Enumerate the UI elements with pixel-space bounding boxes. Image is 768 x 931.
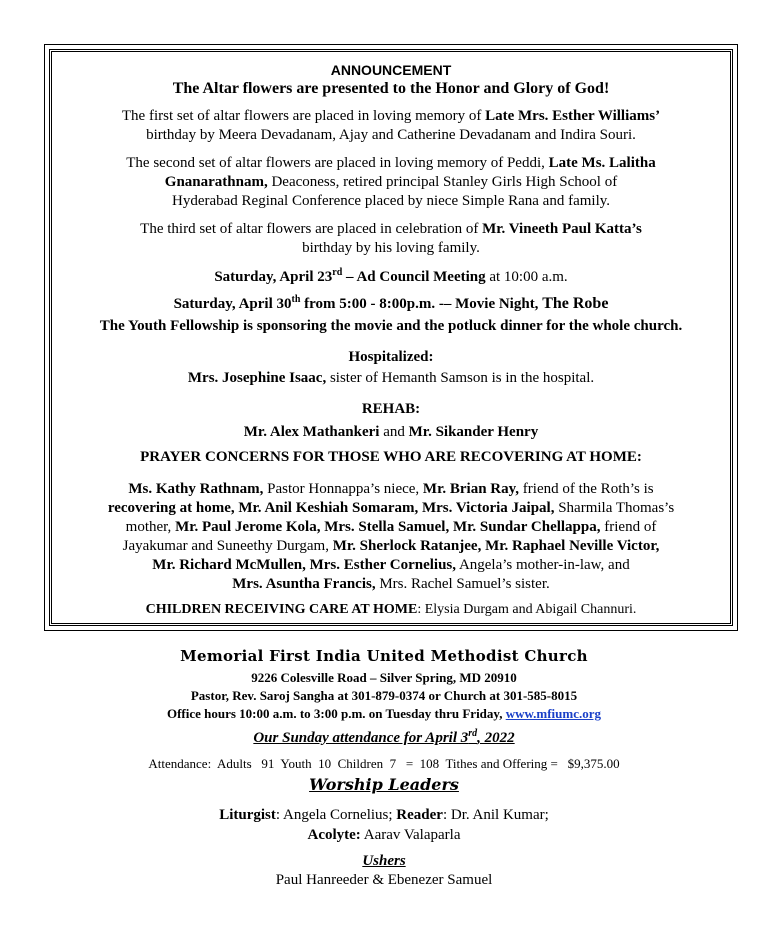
- third-set-text: The third set of altar flowers are placed in celebration of: [140, 221, 483, 237]
- prayer-name: Mrs. Asuntha Francis,: [232, 576, 376, 592]
- hospitalized-line: [44, 369, 738, 388]
- prayer-text: Angela’s mother-in-law, and: [456, 557, 630, 573]
- prayer-text: Pastor Honnappa’s niece,: [263, 481, 423, 497]
- ad-council-line: [44, 268, 738, 287]
- movie-night-line: [44, 294, 738, 314]
- third-set-line2: birthday by his loving family.: [302, 240, 480, 256]
- third-set-line1: [44, 220, 738, 239]
- first-set-name: Late Mrs. Esther Williams’: [485, 108, 661, 124]
- website-link[interactable]: www.mfiumc.org: [505, 706, 602, 721]
- church-pastor: Pastor, Rev. Saroj Sangha at 301-879-0374 or Church at 301-585-8015: [190, 688, 578, 703]
- rehab-heading: REHAB:: [361, 401, 421, 417]
- hospitalized-text: sister of Hemanth Samson is in the hospital.: [326, 370, 595, 386]
- first-set-line2: birthday by Meera Devadanam, Ajay and Catherine Devadanam and Indira Souri.: [146, 127, 636, 143]
- prayer-heading: PRAYER CONCERNS FOR THOSE WHO ARE RECOVERING AT HOME:: [140, 449, 642, 465]
- prayer-line5: [44, 556, 738, 575]
- prayer-line4: [44, 537, 738, 556]
- prayer-line1: [44, 480, 738, 499]
- youth-line: The Youth Fellowship is sponsoring the movie and the potluck dinner for the whole church.: [99, 318, 683, 334]
- rehab-name1: Mr. Alex Mathankeri: [243, 424, 380, 440]
- reader-label: Reader: [396, 807, 443, 823]
- prayer-name: Mr. Sherlock Ratanjee, Mr. Raphael Neville Victor,: [332, 538, 660, 554]
- prayer-text: Sharmila Thomas’s: [554, 500, 675, 516]
- prayer-text: Jayakumar and Suneethy Durgam,: [122, 538, 333, 554]
- second-set-text: The second set of altar flowers are placed in loving memory of Peddi,: [126, 155, 549, 171]
- prayer-line3: [44, 518, 738, 537]
- prayer-text: friend of the Roth’s is: [519, 481, 654, 497]
- first-set-line1: [44, 107, 738, 126]
- first-set-text: The first set of altar flowers are placed in loving memory of: [121, 108, 486, 124]
- second-set-name: Late Ms. Lalitha: [548, 155, 656, 171]
- attendance-heading-year: , 2022: [477, 730, 515, 746]
- acolyte-label: Acolyte:: [307, 827, 361, 843]
- attendance-line: Attendance: Adults 91 Youth 10 Children 7 = 108 Tithes and Offering = $9,375.00: [148, 756, 620, 771]
- children-text: : Elysia Durgam and Abigail Channuri.: [417, 602, 637, 617]
- worship-line2: [0, 826, 768, 844]
- rehab-and: and: [379, 424, 409, 440]
- attendance-heading-sup: rd: [468, 728, 478, 739]
- church-hours-line: [0, 705, 768, 723]
- prayer-text: Mrs. Rachel Samuel’s sister.: [375, 576, 550, 592]
- ushers-heading: Ushers: [362, 853, 406, 869]
- prayer-text: mother,: [125, 519, 176, 535]
- second-set-line1: [44, 154, 738, 173]
- second-set-line3: Hyderabad Reginal Conference placed by niece Simple Rana and family.: [171, 193, 611, 209]
- attendance-heading-text: Our Sunday attendance for April 3: [253, 730, 469, 746]
- rehab-line: [44, 423, 738, 442]
- rehab-name2: Mr. Sikander Henry: [408, 424, 539, 440]
- prayer-line2: [44, 499, 738, 518]
- announcement-title: ANNOUNCEMENT: [330, 62, 452, 78]
- ad-council-event: – Ad Council Meeting: [342, 269, 486, 285]
- children-line: [44, 600, 738, 619]
- third-set-name: Mr. Vineeth Paul Katta’s: [482, 221, 642, 237]
- second-set-line2: [44, 173, 738, 192]
- church-address: 9226 Colesville Road – Silver Spring, MD 20910: [251, 670, 517, 685]
- prayer-name: Mr. Paul Jerome Kola, Mrs. Stella Samuel, Mr. Sundar Chellappa,: [175, 519, 601, 535]
- church-name: Memorial First India United Methodist Church: [180, 647, 588, 665]
- prayer-name: recovering at home, Mr. Anil Keshiah Somaram, Mrs. Victoria Jaipal,: [107, 500, 555, 516]
- announcement-subtitle: The Altar flowers are presented to the Honor and Glory of God!: [172, 80, 610, 97]
- liturgist-label: Liturgist: [219, 807, 276, 823]
- ushers-names: Paul Hanreeder & Ebenezer Samuel: [275, 872, 493, 888]
- acolyte-name: Aarav Valaparla: [360, 827, 461, 843]
- movie-night-event: from 5:00 - 8:00p.m. -– Movie Night,: [300, 296, 543, 312]
- prayer-line6: [44, 575, 738, 594]
- church-hours: Office hours 10:00 a.m. to 3:00 p.m. on Tuesday thru Friday,: [166, 706, 506, 721]
- second-set-name-cont: Gnanarathnam,: [164, 174, 268, 190]
- prayer-name: Mr. Richard McMullen, Mrs. Esther Cornelius,: [152, 557, 457, 573]
- movie-night-sup: th: [291, 294, 301, 305]
- prayer-name: Ms. Kathy Rathnam,: [128, 481, 264, 497]
- reader-name: : Dr. Anil Kumar;: [442, 807, 549, 823]
- ad-council-sup: rd: [332, 267, 343, 278]
- worship-heading: Worship Leaders: [309, 775, 459, 794]
- ad-council-time: at 10:00 a.m.: [485, 269, 568, 285]
- children-heading: CHILDREN RECEIVING CARE AT HOME: [145, 602, 418, 617]
- prayer-name: Mr. Brian Ray,: [422, 481, 520, 497]
- ad-council-date: Saturday, April 23: [214, 269, 333, 285]
- liturgist-name: : Angela Cornelius;: [275, 807, 397, 823]
- worship-line1: [0, 806, 768, 824]
- attendance-heading: [0, 729, 768, 747]
- prayer-text: friend of: [600, 519, 657, 535]
- movie-night-date: Saturday, April 30: [173, 296, 292, 312]
- movie-title: The Robe: [542, 295, 609, 312]
- hospitalized-heading: Hospitalized:: [348, 349, 434, 365]
- second-set-text2: Deaconess, retired principal Stanley Girls High School of: [267, 174, 618, 190]
- hospitalized-name: Mrs. Josephine Isaac,: [187, 370, 327, 386]
